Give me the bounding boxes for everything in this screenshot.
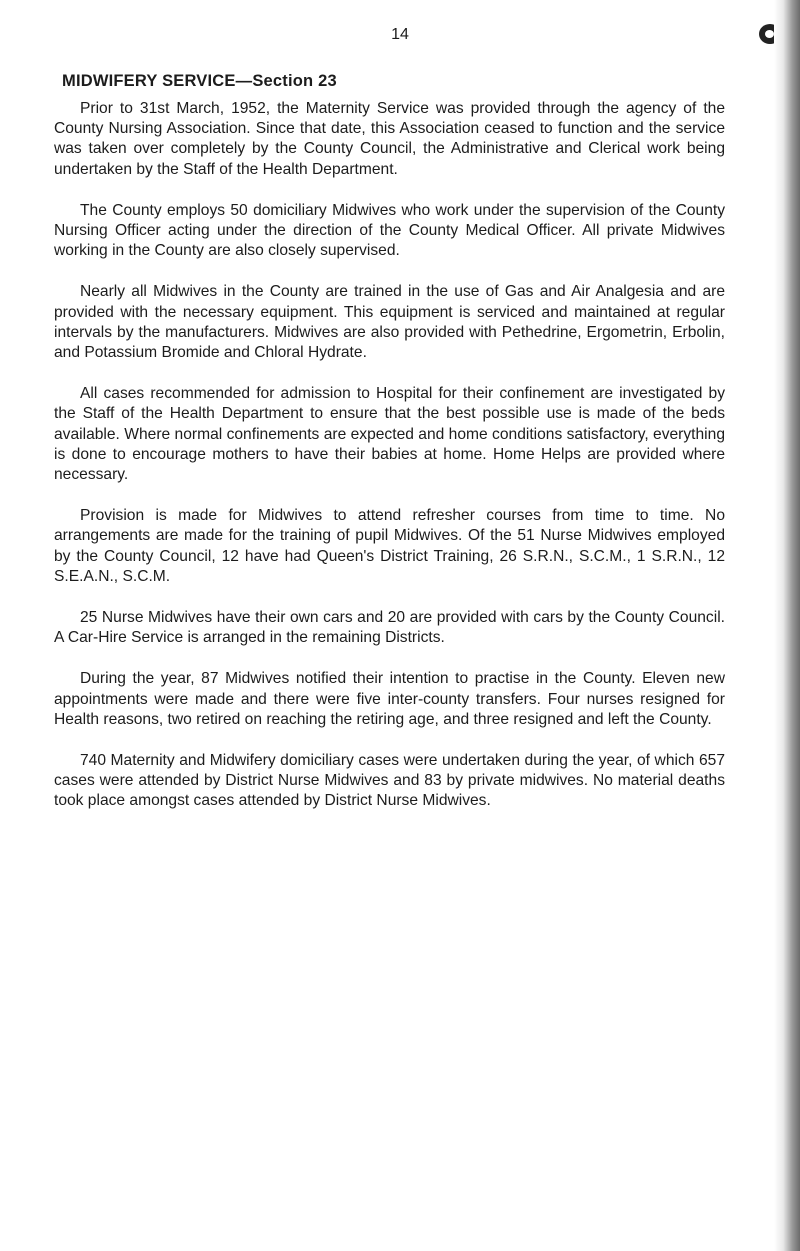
paragraph-analgesia: Nearly all Midwives in the County are trained in the use of Gas and Air Analgesia and are provided with the necessary equipment. This equipment is serviced and maintained at regular intervals by the manufacturers. Midwives are also provided with Pethedrine, Ergometrin, Erbolin, and Potassium Bromide and Chloral Hydrate. [54, 283, 725, 362]
paragraph-domiciliary-midwives: The County employs 50 domiciliary Midwives who work under the supervision of the County Nursing Officer acting under the direction of the County Medical Officer. All private Midwives working in the County are also closely supervised. [54, 201, 725, 260]
body-text [54, 99, 725, 833]
paragraph-refresher-courses: Provision is made for Midwives to attend refresher courses from time to time. No arrangements are made for the training of pupil Midwives. Of the 51 Nurse Midwives employed by the County Council, 12 have had Queen's District Training, 26 S.R.N., S.C.M., 1 S.R.N., 12 S.E.A.N., S.C.M. [54, 507, 725, 585]
section-heading: MIDWIFERY SERVICE—Section 23 [62, 72, 337, 90]
paragraph-hospital-admission: All cases recommended for admission to Hospital for their confinement are investigated by the Staff of the Health Department to ensure that the best possible use is made of the beds available. Where normal confinements are expected and home conditions satisfactory, everything is done to encourage mothers to have their babies at home. Home Helps are provided where necessary. [54, 385, 725, 484]
page-number: 14 [391, 26, 409, 43]
paragraph-maternity-service: Prior to 31st March, 1952, the Maternity Service was provided through the agency of the County Nursing Association. Since that date, this Association ceased to function and the service was taken over completely by the County Council, the Administrative and Clerical work being undertaken by the Staff of the Health Department. [54, 100, 725, 178]
paragraph-cars: 25 Nurse Midwives have their own cars and 20 are provided with cars by the County Council. A Car-Hire Service is arranged in the remaining Districts. [54, 609, 725, 647]
page-edge-shadow [774, 0, 800, 1251]
paragraph-staff-changes: During the year, 87 Midwives notified their intention to practise in the County. Eleven new appointments were made and there were five inter-county transfers. Four nurses resigned for Health reasons, two retired on reaching the retiring age, and three resigned and left the County. [54, 670, 725, 728]
paragraph-case-statistics: 740 Maternity and Midwifery domiciliary cases were undertaken during the year, of which 657 cases were attended by District Nurse Midwives and 83 by private midwives. No material deaths took place amongst cases attended by District Nurse Midwives. [54, 752, 725, 810]
